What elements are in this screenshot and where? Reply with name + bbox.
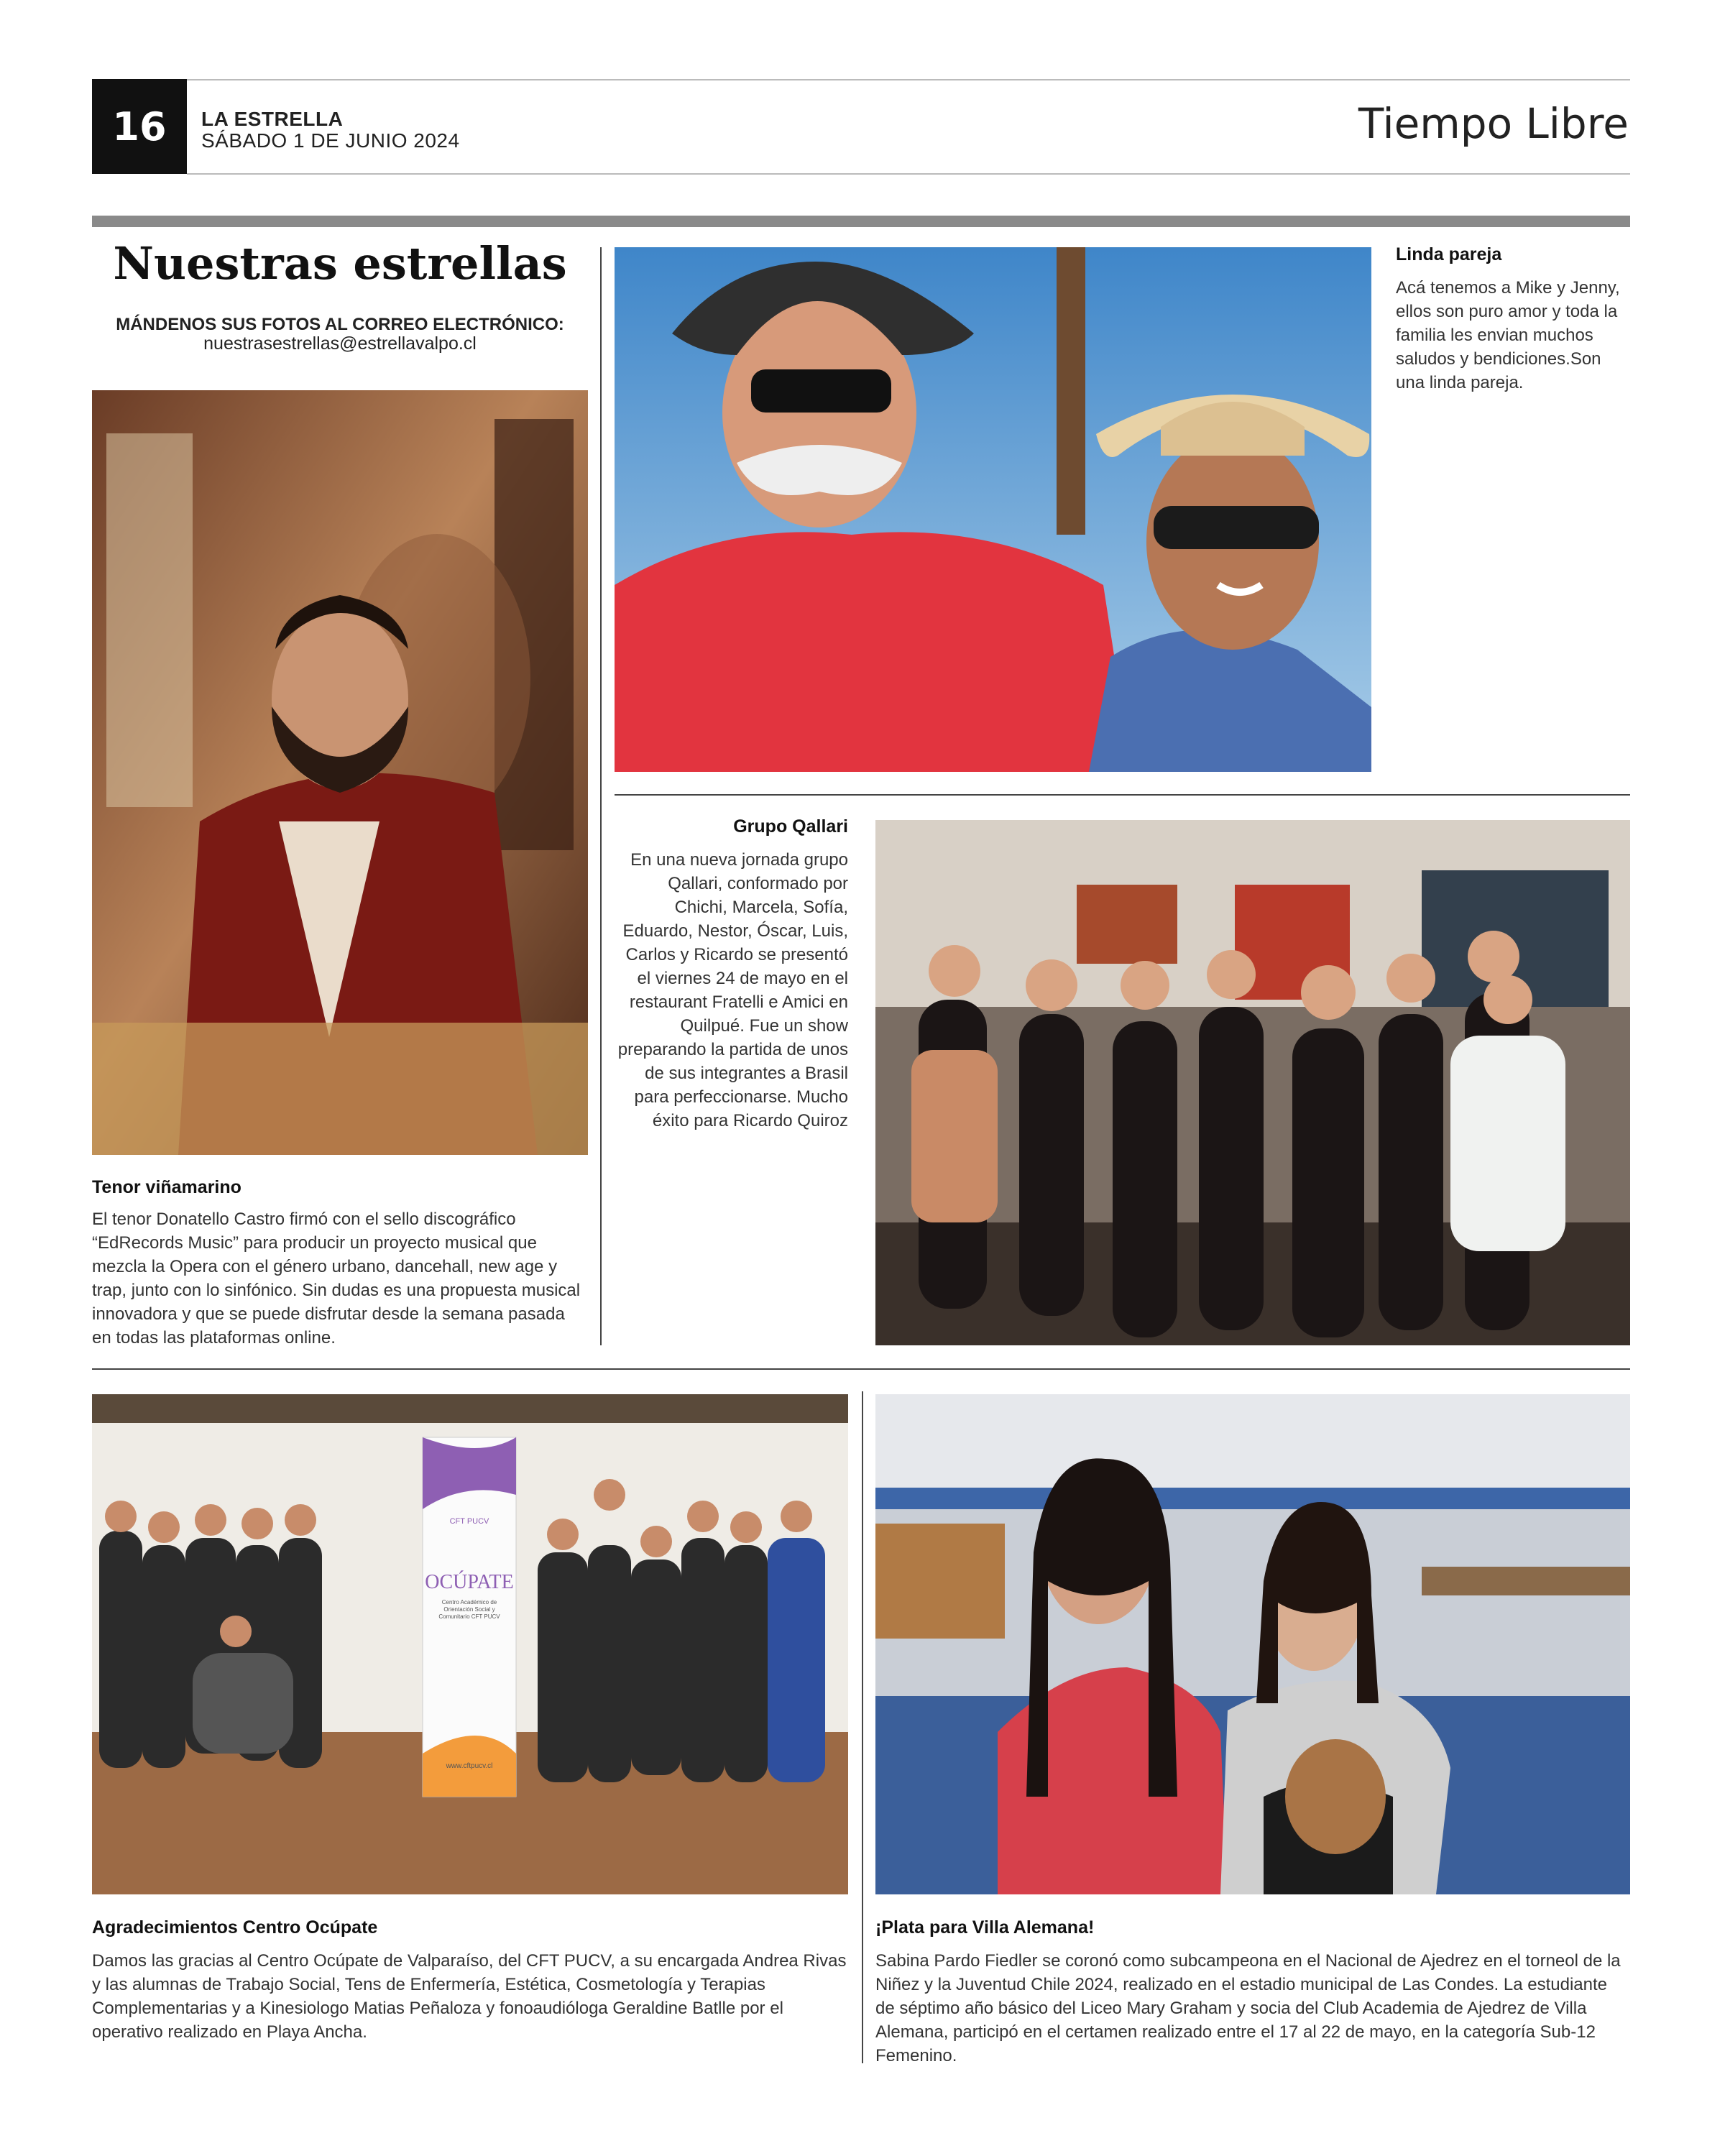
banner-subtitle: Centro Académico de Orientación Social y Comunitario CFT PUCV — [438, 1599, 500, 1620]
newspaper-name: LA ESTRELLA — [201, 108, 344, 130]
tenor-caption-text: El tenor Donatello Castro firmó con el sello discográfico “EdRecords Music” para producir un proyecto musical que mezcla la Opera con el género urbano, dancehall, new age y trap, junto con lo sinfónico. Sin dudas es una propuesta musical innovadora y que se puede disfrutar desde la semana pasada en todas las plataformas online. — [92, 1210, 581, 1348]
header-top-rule — [92, 79, 1630, 80]
qallari-photo — [875, 820, 1630, 1345]
header-bottom-rule — [187, 173, 1630, 175]
chess-caption-title: ¡Plata para Villa Alemana! — [875, 1917, 1095, 1938]
couple-caption-text: Acá tenemos a Mike y Jenny, ellos son puro amor y toda la familia les envian muchos saludos y bendiciones.Son una linda pareja. — [1396, 278, 1620, 392]
middle-rule — [615, 794, 1630, 796]
qallari-caption-text: En una nueva jornada grupo Qallari, conformado por Chichi, Marcela, Sofía, Eduardo, Nestor, Óscar, Luis, Carlos y Ricardo se presentó el viernes 24 de mayo en el restaurant Fratelli e Amici en Quilpué. Fue un show preparando la partida de unos de sus integrantes a Brasil para perfeccionarse. Mucho éxito para Ricardo Quiroz — [617, 850, 848, 1130]
bottom-section-rule — [92, 1368, 1630, 1370]
banner-subtitle-box — [428, 1599, 510, 1642]
publication-date: SÁBADO 1 DE JUNIO 2024 — [201, 129, 460, 152]
page-number: 16 — [92, 79, 187, 174]
ocupate-caption-text: Damos las gracias al Centro Ocúpate de Valparaíso, del CFT PUCV, a su encargada Andrea Rivas y las alumnas de Trabajo Social, Tens de Enfermería, Estética, Cosmetología y Terapias Complementarias y a Kinesiologo Matias Peñaloza y fonoaudióloga Geraldine Batlle por el operativo realizado en Playa Ancha. — [92, 1951, 847, 2042]
section-title: Tiempo Libre — [1358, 99, 1629, 148]
send-photos-email: nuestrasestrellas@estrellavalpo.cl — [203, 333, 477, 354]
banner-name: OCÚPATE — [425, 1571, 514, 1593]
couple-photo — [615, 247, 1371, 772]
couple-caption-title: Linda pareja — [1396, 244, 1502, 264]
chess-photo — [875, 1394, 1630, 1894]
column-divider — [600, 247, 602, 1345]
banner-brand: CFT PUCV — [449, 1517, 489, 1526]
send-photos-label: MÁNDENOS SUS FOTOS AL CORREO ELECTRÓNICO: — [116, 315, 564, 334]
section-gray-bar — [92, 216, 1630, 227]
column-title: Nuestras estrellas — [113, 237, 567, 290]
chess-caption-text: Sabina Pardo Fiedler se coronó como subcampeona en el Nacional de Ajedrez en el torneol de la Niñez y la Juventud Chile 2024, realizado en el estadio municipal de Las Condes. La estudiante de séptimo año básico del Liceo Mary Graham y socia del Club Academia de Ajedrez de Villa Alemana, participó en el certamen realizado entre el 17 al 22 de mayo, en la categoría Sub-12 Femenino. — [875, 1951, 1621, 2065]
bottom-column-divider — [862, 1391, 863, 2063]
ocupate-caption-title: Agradecimientos Centro Ocúpate — [92, 1917, 378, 1938]
ocupate-photo — [92, 1394, 848, 1894]
tenor-photo — [92, 390, 588, 1155]
banner-url: www.cftpucv.cl — [446, 1762, 493, 1770]
tenor-caption-title: Tenor viñamarino — [92, 1177, 242, 1197]
qallari-caption-title: Grupo Qallari — [733, 816, 848, 837]
